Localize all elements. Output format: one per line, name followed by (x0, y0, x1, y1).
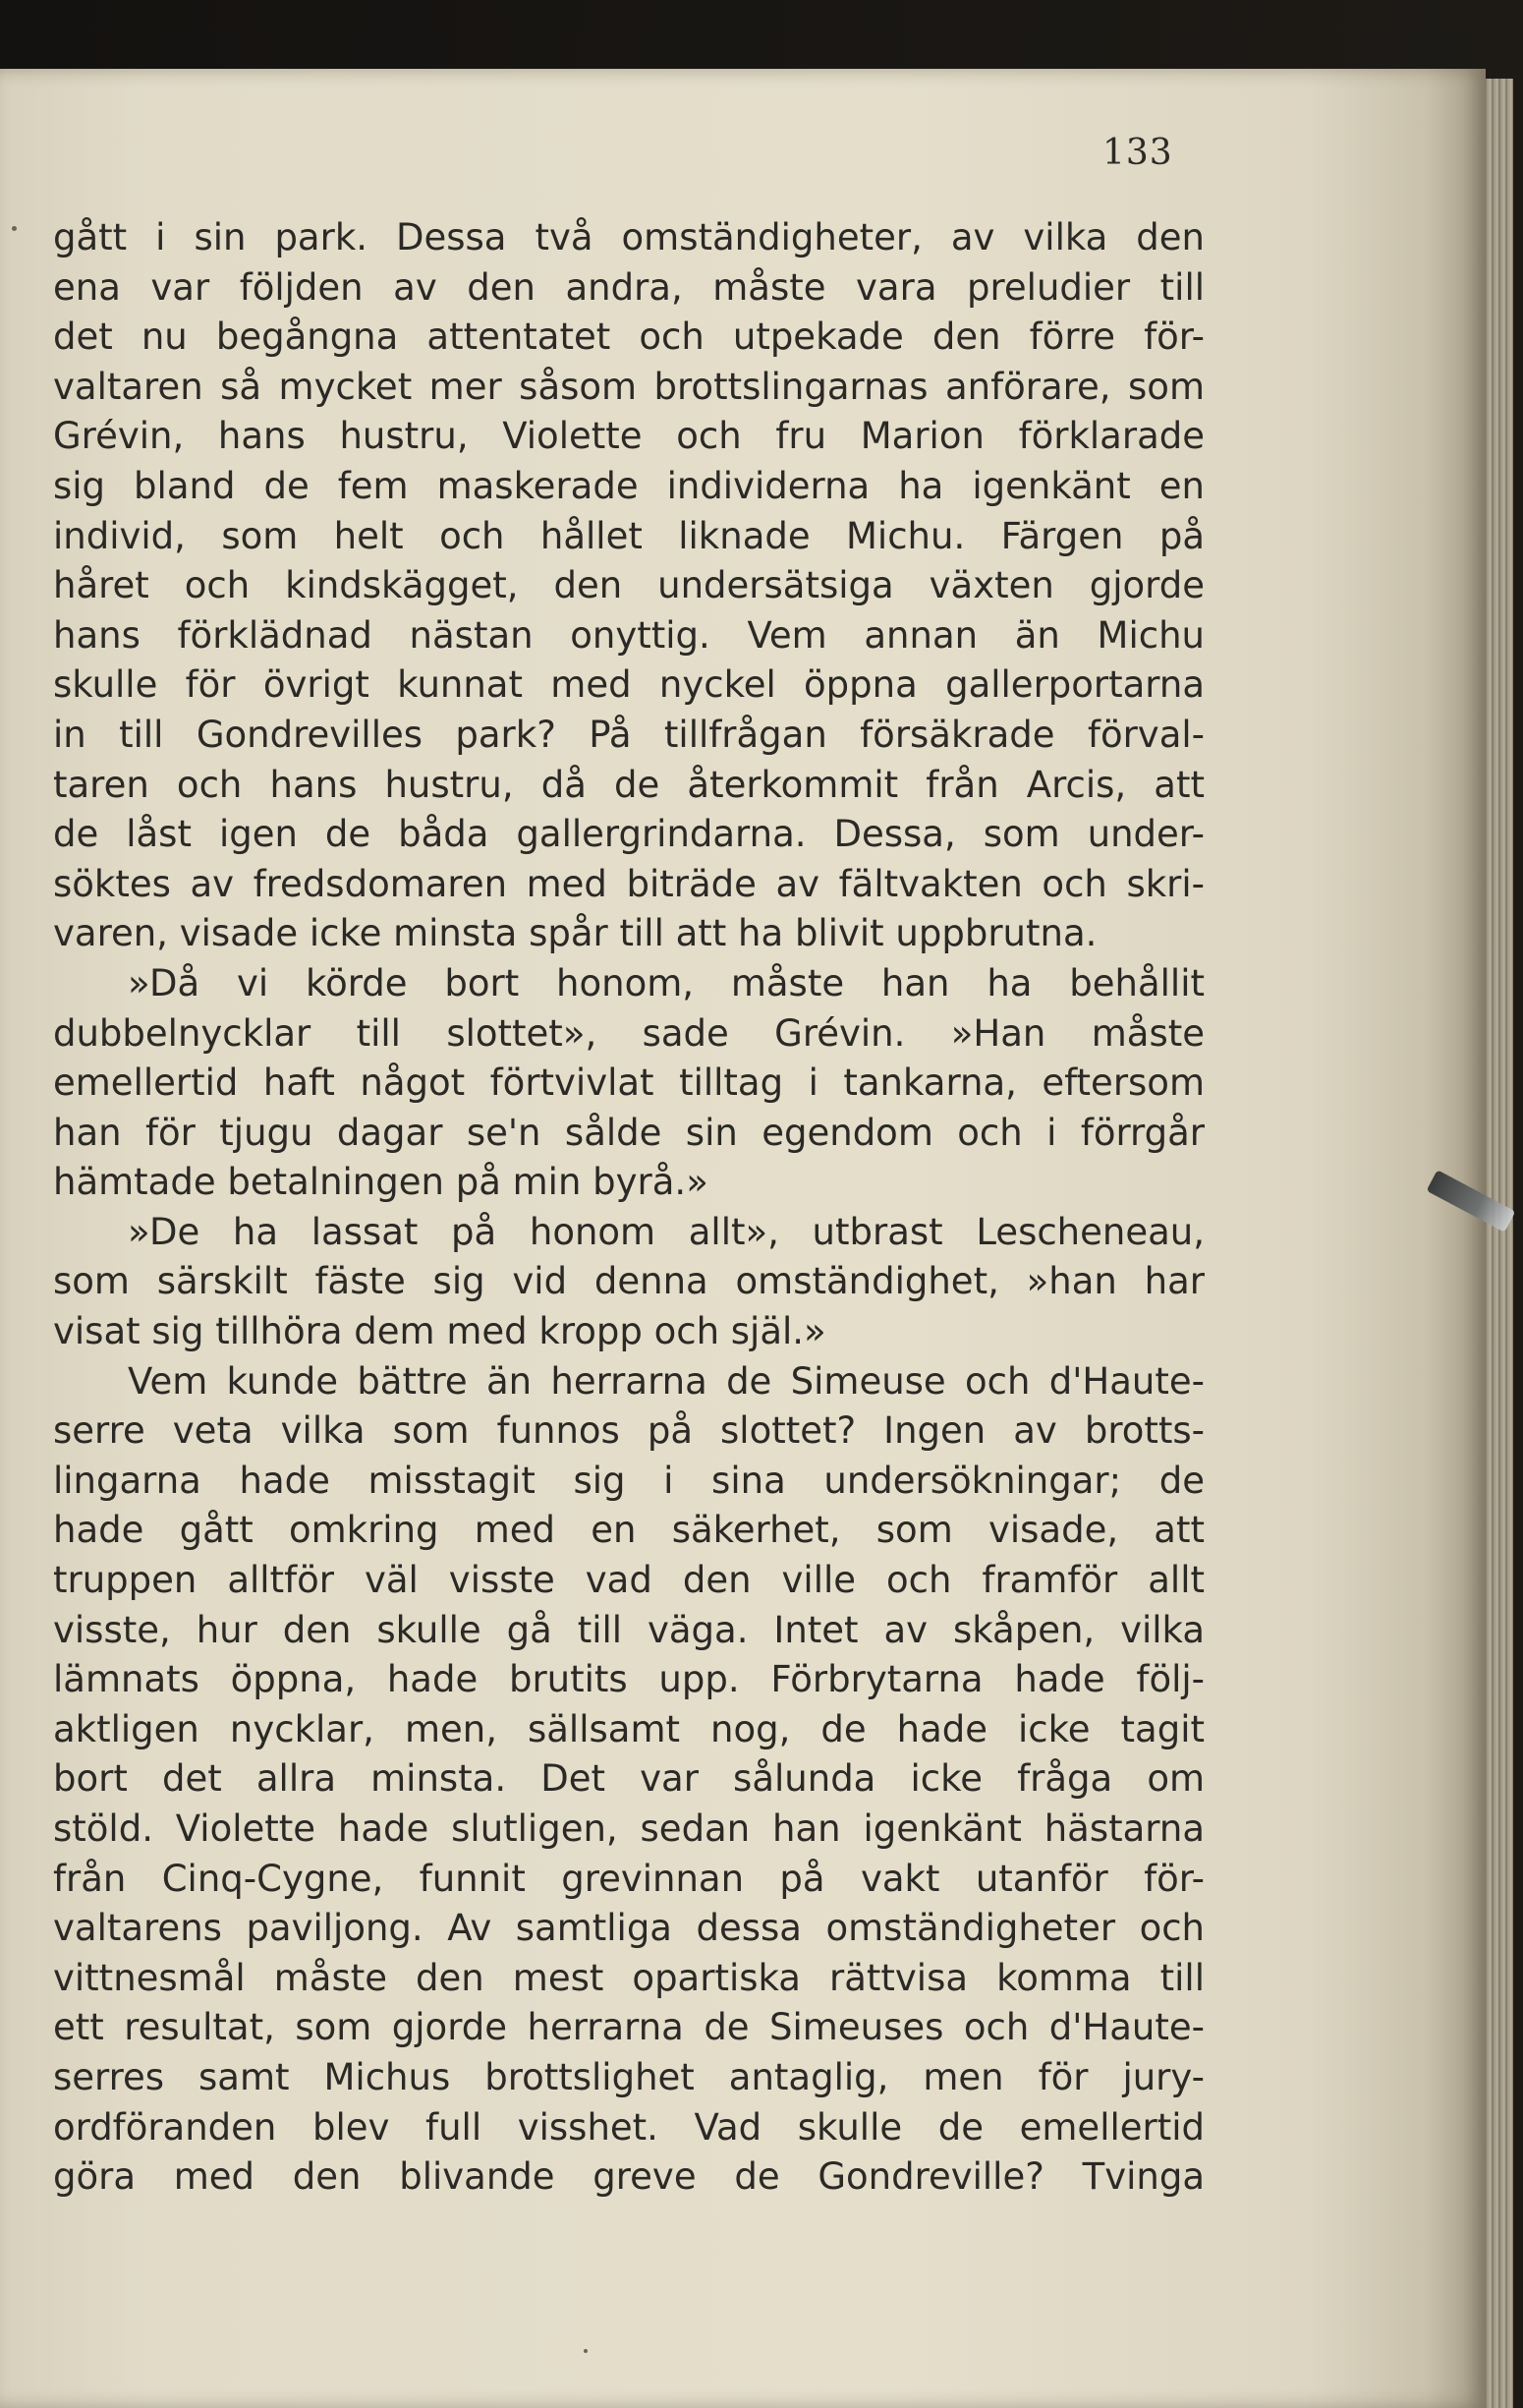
text-line: hade gått omkring med en säkerhet, som visade, att (53, 1509, 1205, 1552)
text-line: lämnats öppna, hade brutits upp. Förbrytarna hade följ- (53, 1658, 1205, 1701)
text-line: »De ha lassat på honom allt», utbrast Lescheneau, (128, 1210, 1205, 1253)
text-line: varen, visade icke minsta spår till att ha blivit uppbrutna. (53, 912, 1098, 955)
text-line: lingarna hade misstagit sig i sina undersökningar; de (53, 1459, 1205, 1502)
body-text (53, 213, 1205, 2203)
text-line: de låst igen de båda gallergrindarna. Dessa, som under- (53, 813, 1205, 856)
text-line: vittnesmål måste den mest opartiska rättvisa komma till (53, 1956, 1205, 1999)
text-line: skulle för övrigt kunnat med nyckel öppna gallerportarna (53, 663, 1205, 707)
text-line: truppen alltför väl visste vad den ville och framför allt (53, 1559, 1205, 1602)
text-line: bort det allra minsta. Det var sålunda icke fråga om (53, 1757, 1205, 1801)
text-line: ena var följden av den andra, måste vara preludier till (53, 265, 1205, 309)
text-line: serre veta vilka som funnos på slottet? Ingen av brotts- (53, 1409, 1205, 1453)
text-line: gått i sin park. Dessa två omständigheter, av vilka den (53, 216, 1205, 258)
text-line: sig bland de fem maskerade individerna ha igenkänt en (53, 464, 1205, 507)
text-line: valtarens paviljong. Av samtliga dessa omständigheter och (53, 1907, 1205, 1950)
text-line: »Då vi körde bort honom, måste han ha behållit (128, 961, 1205, 1004)
text-line: hämtade betalningen på min byrå.» (53, 1161, 708, 1204)
text-line: från Cinq-Cygne, funnit grevinnan på vakt utanför för- (53, 1857, 1205, 1900)
text-line: han för tjugu dagar se'n sålde sin egendom och i förrgår (53, 1111, 1205, 1154)
text-line: in till Gondrevilles park? På tillfrågan försäkrade förval- (53, 713, 1205, 756)
text-line: dubbelnycklar till slottet», sade Grévin. »Han måste (53, 1011, 1205, 1055)
text-line: valtaren så mycket mer såsom brottslingarnas anförare, som (53, 365, 1205, 408)
text-line: håret och kindskägget, den undersätsiga växten gjorde (53, 564, 1205, 607)
paper-speck (584, 2349, 588, 2353)
text-line: serres samt Michus brottslighet antaglig, men för jury- (53, 2055, 1205, 2098)
text-line: ordföranden blev full visshet. Vad skulle de emellertid (53, 2105, 1205, 2149)
text-line: ett resultat, som gjorde herrarna de Simeuses och d'Haute- (53, 2006, 1205, 2049)
text-line: visat sig tillhöra dem med kropp och själ.» (53, 1310, 826, 1353)
text-line: hans förklädnad nästan onyttig. Vem annan än Michu (53, 613, 1205, 657)
text-line: visste, hur den skulle gå till väga. Intet av skåpen, vilka (53, 1608, 1205, 1651)
paper-speck (12, 226, 17, 231)
text-line: stöld. Violette hade slutligen, sedan han igenkänt hästarna (53, 1807, 1205, 1850)
text-line: som särskilt fäste sig vid denna omständighet, »han har (53, 1260, 1205, 1303)
text-line: individ, som helt och hållet liknade Michu. Färgen på (53, 514, 1205, 557)
text-line: emellertid haft något förtvivlat tilltag i tankarna, eftersom (53, 1061, 1205, 1105)
text-line: Vem kunde bättre än herrarna de Simeuse och d'Haute- (128, 1359, 1205, 1403)
text-line: det nu begångna attentatet och utpekade den förre för- (53, 315, 1205, 359)
text-line: taren och hans hustru, då de återkommit från Arcis, att (53, 763, 1205, 806)
text-line: söktes av fredsdomaren med biträde av fältvakten och skri- (53, 862, 1205, 905)
text-line: aktligen nycklar, men, sällsamt nog, de hade icke tagit (53, 1707, 1205, 1750)
text-line: göra med den blivande greve de Gondreville? Tvinga (53, 2155, 1205, 2199)
page-number: 133 (1102, 133, 1173, 173)
text-line: Grévin, hans hustru, Violette och fru Marion förklarade (53, 415, 1205, 458)
